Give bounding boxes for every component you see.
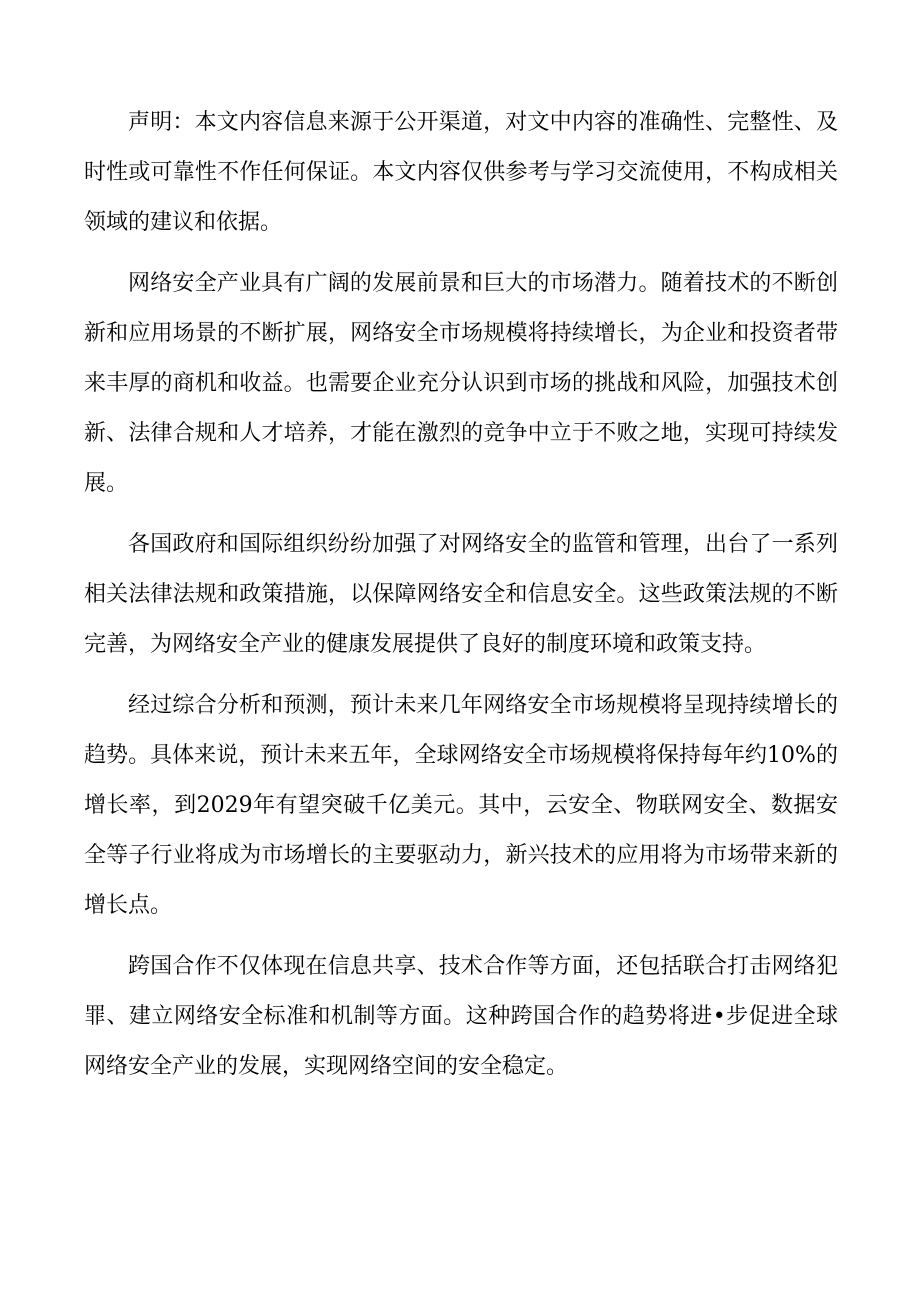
regulation-paragraph: 各国政府和国际组织纷纷加强了对网络安全的监管和管理，出台了一系列相关法律法规和政策措施，以保障网络安全和信息安全。这些政策法规的不断完善，为网络安全产业的健康发展提供了良好的制度环境和政策支持。 [84, 532, 838, 657]
market-forecast-paragraph: 经过综合分析和预测，预计未来几年网络安全市场规模将呈现持续增长的趋势。具体来说，预计未来五年，全球网络安全市场规模将保持每年约10%的增长率，到2029年有望突破千亿美元。其中，云安全、物联网安全、数据安全等子行业将成为市场增长的主要驱动力，新兴技术的应用将为市场带来新的增长点。 [84, 693, 838, 918]
international-cooperation-paragraph: 跨国合作不仅体现在信息共享、技术合作等方面，还包括联合打击网络犯罪、建立网络安全标准和机制等方面。这种跨国合作的趋势将进•步促进全球网络安全产业的发展，实现网络空间的安全稳定。 [84, 954, 838, 1079]
document-page [84, 98, 838, 1103]
disclaimer-paragraph: 声明：本文内容信息来源于公开渠道，对文中内容的准确性、完整性、及时性或可靠性不作任何保证。本文内容仅供参考与学习交流使用，不构成相关领域的建议和依据。 [84, 110, 838, 235]
industry-outlook-paragraph: 网络安全产业具有广阔的发展前景和巨大的市场潜力。随着技术的不断创新和应用场景的不断扩展，网络安全市场规模将持续增长，为企业和投资者带来丰厚的商机和收益。也需要企业充分认识到市场的挑战和风险，加强技术创新、法律合规和人才培养，才能在激烈的竞争中立于不败之地，实现可持续发展。 [84, 271, 838, 496]
